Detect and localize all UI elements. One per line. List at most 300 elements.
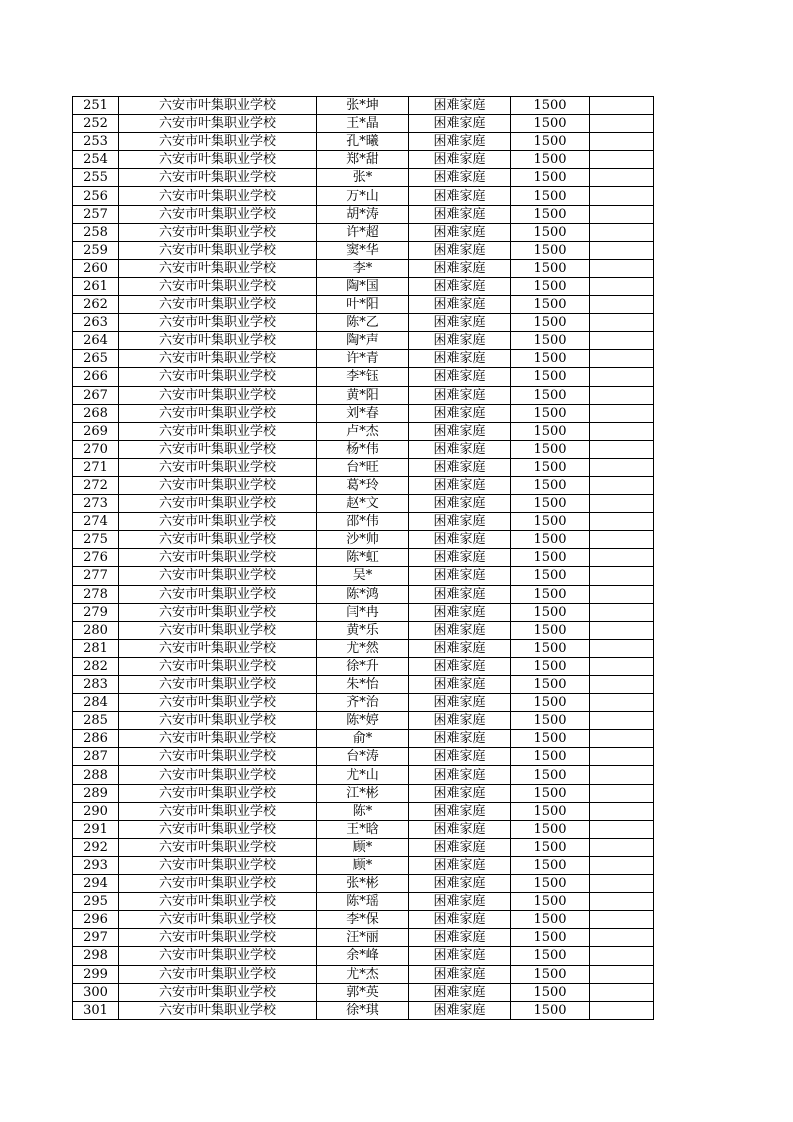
note-cell: [590, 241, 654, 259]
student-name-cell: 张*: [317, 169, 409, 187]
school-name-cell: 六安市叶集职业学校: [119, 983, 317, 1001]
table-row: [73, 151, 654, 169]
amount-cell: 1500: [511, 676, 590, 694]
student-name-cell: 朱*怡: [317, 676, 409, 694]
category-cell: 困难家庭: [409, 965, 511, 983]
amount-cell: 1500: [511, 241, 590, 259]
row-number-cell: 288: [73, 766, 119, 784]
amount-cell: 1500: [511, 893, 590, 911]
amount-cell: 1500: [511, 187, 590, 205]
school-name-cell: 六安市叶集职业学校: [119, 205, 317, 223]
table-row: [73, 802, 654, 820]
note-cell: [590, 531, 654, 549]
note-cell: [590, 205, 654, 223]
note-cell: [590, 476, 654, 494]
note-cell: [590, 712, 654, 730]
row-number-cell: 286: [73, 730, 119, 748]
category-cell: 困难家庭: [409, 151, 511, 169]
category-cell: 困难家庭: [409, 712, 511, 730]
row-number-cell: 299: [73, 965, 119, 983]
student-name-cell: 赵*文: [317, 495, 409, 513]
student-name-cell: 李*: [317, 259, 409, 277]
row-number-cell: 280: [73, 621, 119, 639]
note-cell: [590, 440, 654, 458]
school-name-cell: 六安市叶集职业学校: [119, 169, 317, 187]
category-cell: 困难家庭: [409, 603, 511, 621]
row-number-cell: 275: [73, 531, 119, 549]
row-number-cell: 298: [73, 947, 119, 965]
amount-cell: 1500: [511, 277, 590, 295]
table-row: [73, 712, 654, 730]
category-cell: 困难家庭: [409, 314, 511, 332]
student-name-cell: 徐*升: [317, 657, 409, 675]
table-row: [73, 223, 654, 241]
amount-cell: 1500: [511, 259, 590, 277]
note-cell: [590, 314, 654, 332]
table-row: [73, 657, 654, 675]
table-row: [73, 784, 654, 802]
student-name-cell: 张*坤: [317, 97, 409, 115]
student-name-cell: 陈*婷: [317, 712, 409, 730]
note-cell: [590, 748, 654, 766]
category-cell: 困难家庭: [409, 350, 511, 368]
amount-cell: 1500: [511, 495, 590, 513]
category-cell: 困难家庭: [409, 567, 511, 585]
category-cell: 困难家庭: [409, 657, 511, 675]
school-name-cell: 六安市叶集职业学校: [119, 151, 317, 169]
note-cell: [590, 676, 654, 694]
note-cell: [590, 766, 654, 784]
row-number-cell: 261: [73, 277, 119, 295]
amount-cell: 1500: [511, 784, 590, 802]
table-row: [73, 404, 654, 422]
student-name-cell: 许*青: [317, 350, 409, 368]
row-number-cell: 290: [73, 802, 119, 820]
amount-cell: 1500: [511, 97, 590, 115]
note-cell: [590, 97, 654, 115]
student-name-cell: 邵*伟: [317, 513, 409, 531]
note-cell: [590, 911, 654, 929]
row-number-cell: 277: [73, 567, 119, 585]
student-name-cell: 陈*瑶: [317, 893, 409, 911]
student-name-cell: 江*彬: [317, 784, 409, 802]
category-cell: 困难家庭: [409, 115, 511, 133]
amount-cell: 1500: [511, 332, 590, 350]
row-number-cell: 282: [73, 657, 119, 675]
row-number-cell: 262: [73, 296, 119, 314]
note-cell: [590, 169, 654, 187]
table-row: [73, 549, 654, 567]
table-row: [73, 97, 654, 115]
row-number-cell: 251: [73, 97, 119, 115]
row-number-cell: 300: [73, 983, 119, 1001]
student-name-cell: 胡*涛: [317, 205, 409, 223]
note-cell: [590, 115, 654, 133]
table-row: [73, 495, 654, 513]
row-number-cell: 265: [73, 350, 119, 368]
school-name-cell: 六安市叶集职业学校: [119, 350, 317, 368]
school-name-cell: 六安市叶集职业学校: [119, 549, 317, 567]
amount-cell: 1500: [511, 820, 590, 838]
row-number-cell: 294: [73, 875, 119, 893]
note-cell: [590, 694, 654, 712]
table-row: [73, 929, 654, 947]
note-cell: [590, 657, 654, 675]
amount-cell: 1500: [511, 458, 590, 476]
amount-cell: 1500: [511, 856, 590, 874]
school-name-cell: 六安市叶集职业学校: [119, 223, 317, 241]
school-name-cell: 六安市叶集职业学校: [119, 259, 317, 277]
note-cell: [590, 929, 654, 947]
table-row: [73, 259, 654, 277]
table-row: [73, 694, 654, 712]
amount-cell: 1500: [511, 639, 590, 657]
amount-cell: 1500: [511, 404, 590, 422]
amount-cell: 1500: [511, 802, 590, 820]
table-row: [73, 983, 654, 1001]
amount-cell: 1500: [511, 766, 590, 784]
category-cell: 困难家庭: [409, 1001, 511, 1019]
note-cell: [590, 875, 654, 893]
amount-cell: 1500: [511, 838, 590, 856]
table-row: [73, 187, 654, 205]
student-name-cell: 李*钰: [317, 368, 409, 386]
school-name-cell: 六安市叶集职业学校: [119, 531, 317, 549]
note-cell: [590, 187, 654, 205]
note-cell: [590, 151, 654, 169]
school-name-cell: 六安市叶集职业学校: [119, 838, 317, 856]
school-name-cell: 六安市叶集职业学校: [119, 802, 317, 820]
student-name-cell: 余*峰: [317, 947, 409, 965]
school-name-cell: 六安市叶集职业学校: [119, 476, 317, 494]
school-name-cell: 六安市叶集职业学校: [119, 694, 317, 712]
amount-cell: 1500: [511, 205, 590, 223]
row-number-cell: 278: [73, 585, 119, 603]
category-cell: 困难家庭: [409, 856, 511, 874]
row-number-cell: 289: [73, 784, 119, 802]
row-number-cell: 266: [73, 368, 119, 386]
table-body: [73, 97, 654, 1020]
note-cell: [590, 838, 654, 856]
amount-cell: 1500: [511, 929, 590, 947]
category-cell: 困难家庭: [409, 458, 511, 476]
amount-cell: 1500: [511, 567, 590, 585]
student-name-cell: 窦*华: [317, 241, 409, 259]
student-name-cell: 俞*: [317, 730, 409, 748]
school-name-cell: 六安市叶集职业学校: [119, 368, 317, 386]
category-cell: 困难家庭: [409, 97, 511, 115]
student-name-cell: 闫*冉: [317, 603, 409, 621]
student-name-cell: 徐*琪: [317, 1001, 409, 1019]
category-cell: 困难家庭: [409, 893, 511, 911]
school-name-cell: 六安市叶集职业学校: [119, 766, 317, 784]
note-cell: [590, 820, 654, 838]
table-row: [73, 440, 654, 458]
student-name-cell: 陶*声: [317, 332, 409, 350]
student-name-cell: 陈*乙: [317, 314, 409, 332]
student-name-cell: 许*超: [317, 223, 409, 241]
row-number-cell: 268: [73, 404, 119, 422]
amount-cell: 1500: [511, 549, 590, 567]
amount-cell: 1500: [511, 712, 590, 730]
category-cell: 困难家庭: [409, 296, 511, 314]
row-number-cell: 274: [73, 513, 119, 531]
row-number-cell: 254: [73, 151, 119, 169]
student-name-cell: 陈*: [317, 802, 409, 820]
row-number-cell: 276: [73, 549, 119, 567]
school-name-cell: 六安市叶集职业学校: [119, 277, 317, 295]
row-number-cell: 279: [73, 603, 119, 621]
student-name-cell: 吴*: [317, 567, 409, 585]
table-row: [73, 332, 654, 350]
amount-cell: 1500: [511, 657, 590, 675]
category-cell: 困难家庭: [409, 386, 511, 404]
category-cell: 困难家庭: [409, 585, 511, 603]
student-name-cell: 张*彬: [317, 875, 409, 893]
row-number-cell: 273: [73, 495, 119, 513]
school-name-cell: 六安市叶集职业学校: [119, 422, 317, 440]
amount-cell: 1500: [511, 115, 590, 133]
category-cell: 困难家庭: [409, 187, 511, 205]
amount-cell: 1500: [511, 223, 590, 241]
row-number-cell: 297: [73, 929, 119, 947]
amount-cell: 1500: [511, 911, 590, 929]
table-row: [73, 314, 654, 332]
category-cell: 困难家庭: [409, 838, 511, 856]
amount-cell: 1500: [511, 621, 590, 639]
note-cell: [590, 368, 654, 386]
student-name-cell: 王*晶: [317, 115, 409, 133]
amount-cell: 1500: [511, 1001, 590, 1019]
table-row: [73, 875, 654, 893]
amount-cell: 1500: [511, 314, 590, 332]
student-name-cell: 黄*乐: [317, 621, 409, 639]
table-row: [73, 730, 654, 748]
note-cell: [590, 259, 654, 277]
note-cell: [590, 947, 654, 965]
table-row: [73, 277, 654, 295]
amount-cell: 1500: [511, 440, 590, 458]
table-row: [73, 205, 654, 223]
category-cell: 困难家庭: [409, 820, 511, 838]
amount-cell: 1500: [511, 422, 590, 440]
note-cell: [590, 1001, 654, 1019]
note-cell: [590, 802, 654, 820]
category-cell: 困难家庭: [409, 476, 511, 494]
student-name-cell: 汪*丽: [317, 929, 409, 947]
note-cell: [590, 495, 654, 513]
table-row: [73, 820, 654, 838]
table-row: [73, 169, 654, 187]
row-number-cell: 269: [73, 422, 119, 440]
school-name-cell: 六安市叶集职业学校: [119, 621, 317, 639]
table-row: [73, 947, 654, 965]
note-cell: [590, 983, 654, 1001]
school-name-cell: 六安市叶集职业学校: [119, 296, 317, 314]
school-name-cell: 六安市叶集职业学校: [119, 875, 317, 893]
student-name-cell: 齐*治: [317, 694, 409, 712]
row-number-cell: 253: [73, 133, 119, 151]
row-number-cell: 270: [73, 440, 119, 458]
table-row: [73, 893, 654, 911]
amount-cell: 1500: [511, 947, 590, 965]
note-cell: [590, 513, 654, 531]
school-name-cell: 六安市叶集职业学校: [119, 639, 317, 657]
category-cell: 困难家庭: [409, 531, 511, 549]
note-cell: [590, 621, 654, 639]
school-name-cell: 六安市叶集职业学校: [119, 585, 317, 603]
amount-cell: 1500: [511, 386, 590, 404]
note-cell: [590, 133, 654, 151]
school-name-cell: 六安市叶集职业学校: [119, 386, 317, 404]
note-cell: [590, 277, 654, 295]
table-row: [73, 856, 654, 874]
category-cell: 困难家庭: [409, 694, 511, 712]
note-cell: [590, 422, 654, 440]
school-name-cell: 六安市叶集职业学校: [119, 1001, 317, 1019]
category-cell: 困难家庭: [409, 368, 511, 386]
amount-cell: 1500: [511, 603, 590, 621]
category-cell: 困难家庭: [409, 947, 511, 965]
table-row: [73, 639, 654, 657]
row-number-cell: 283: [73, 676, 119, 694]
school-name-cell: 六安市叶集职业学校: [119, 97, 317, 115]
school-name-cell: 六安市叶集职业学校: [119, 730, 317, 748]
amount-cell: 1500: [511, 585, 590, 603]
amount-cell: 1500: [511, 965, 590, 983]
table-row: [73, 476, 654, 494]
student-name-cell: 郭*英: [317, 983, 409, 1001]
school-name-cell: 六安市叶集职业学校: [119, 241, 317, 259]
category-cell: 困难家庭: [409, 277, 511, 295]
category-cell: 困难家庭: [409, 639, 511, 657]
school-name-cell: 六安市叶集职业学校: [119, 947, 317, 965]
row-number-cell: 296: [73, 911, 119, 929]
amount-cell: 1500: [511, 694, 590, 712]
note-cell: [590, 784, 654, 802]
amount-cell: 1500: [511, 748, 590, 766]
table-row: [73, 965, 654, 983]
table-row: [73, 911, 654, 929]
school-name-cell: 六安市叶集职业学校: [119, 820, 317, 838]
student-name-cell: 孔*曦: [317, 133, 409, 151]
note-cell: [590, 585, 654, 603]
category-cell: 困难家庭: [409, 784, 511, 802]
student-name-cell: 尤*山: [317, 766, 409, 784]
student-subsidy-table: [72, 96, 654, 1020]
category-cell: 困难家庭: [409, 621, 511, 639]
row-number-cell: 301: [73, 1001, 119, 1019]
note-cell: [590, 639, 654, 657]
table-row: [73, 603, 654, 621]
category-cell: 困难家庭: [409, 766, 511, 784]
school-name-cell: 六安市叶集职业学校: [119, 784, 317, 802]
table-row: [73, 676, 654, 694]
row-number-cell: 284: [73, 694, 119, 712]
note-cell: [590, 386, 654, 404]
amount-cell: 1500: [511, 983, 590, 1001]
table-row: [73, 350, 654, 368]
row-number-cell: 295: [73, 893, 119, 911]
amount-cell: 1500: [511, 151, 590, 169]
table-row: [73, 838, 654, 856]
student-name-cell: 黄*阳: [317, 386, 409, 404]
school-name-cell: 六安市叶集职业学校: [119, 676, 317, 694]
table-row: [73, 133, 654, 151]
student-name-cell: 刘*春: [317, 404, 409, 422]
note-cell: [590, 404, 654, 422]
category-cell: 困难家庭: [409, 205, 511, 223]
amount-cell: 1500: [511, 513, 590, 531]
category-cell: 困难家庭: [409, 802, 511, 820]
school-name-cell: 六安市叶集职业学校: [119, 495, 317, 513]
student-name-cell: 李*保: [317, 911, 409, 929]
note-cell: [590, 458, 654, 476]
row-number-cell: 255: [73, 169, 119, 187]
school-name-cell: 六安市叶集职业学校: [119, 133, 317, 151]
amount-cell: 1500: [511, 368, 590, 386]
note-cell: [590, 332, 654, 350]
table-row: [73, 368, 654, 386]
row-number-cell: 293: [73, 856, 119, 874]
student-name-cell: 陈*鸿: [317, 585, 409, 603]
student-name-cell: 万*山: [317, 187, 409, 205]
student-name-cell: 沙*帅: [317, 531, 409, 549]
category-cell: 困难家庭: [409, 259, 511, 277]
category-cell: 困难家庭: [409, 929, 511, 947]
category-cell: 困难家庭: [409, 676, 511, 694]
row-number-cell: 267: [73, 386, 119, 404]
category-cell: 困难家庭: [409, 332, 511, 350]
category-cell: 困难家庭: [409, 133, 511, 151]
category-cell: 困难家庭: [409, 730, 511, 748]
school-name-cell: 六安市叶集职业学校: [119, 712, 317, 730]
amount-cell: 1500: [511, 476, 590, 494]
note-cell: [590, 567, 654, 585]
row-number-cell: 257: [73, 205, 119, 223]
category-cell: 困难家庭: [409, 440, 511, 458]
category-cell: 困难家庭: [409, 223, 511, 241]
student-name-cell: 郑*甜: [317, 151, 409, 169]
student-name-cell: 葛*玲: [317, 476, 409, 494]
student-name-cell: 尤*然: [317, 639, 409, 657]
table-row: [73, 531, 654, 549]
table-row: [73, 585, 654, 603]
amount-cell: 1500: [511, 169, 590, 187]
category-cell: 困难家庭: [409, 241, 511, 259]
category-cell: 困难家庭: [409, 169, 511, 187]
table-row: [73, 766, 654, 784]
row-number-cell: 259: [73, 241, 119, 259]
row-number-cell: 264: [73, 332, 119, 350]
row-number-cell: 271: [73, 458, 119, 476]
school-name-cell: 六安市叶集职业学校: [119, 856, 317, 874]
school-name-cell: 六安市叶集职业学校: [119, 513, 317, 531]
student-name-cell: 叶*阳: [317, 296, 409, 314]
school-name-cell: 六安市叶集职业学校: [119, 187, 317, 205]
category-cell: 困难家庭: [409, 404, 511, 422]
category-cell: 困难家庭: [409, 495, 511, 513]
school-name-cell: 六安市叶集职业学校: [119, 911, 317, 929]
student-name-cell: 卢*杰: [317, 422, 409, 440]
category-cell: 困难家庭: [409, 875, 511, 893]
category-cell: 困难家庭: [409, 911, 511, 929]
student-name-cell: 顾*: [317, 856, 409, 874]
note-cell: [590, 549, 654, 567]
student-name-cell: 顾*: [317, 838, 409, 856]
amount-cell: 1500: [511, 350, 590, 368]
amount-cell: 1500: [511, 531, 590, 549]
